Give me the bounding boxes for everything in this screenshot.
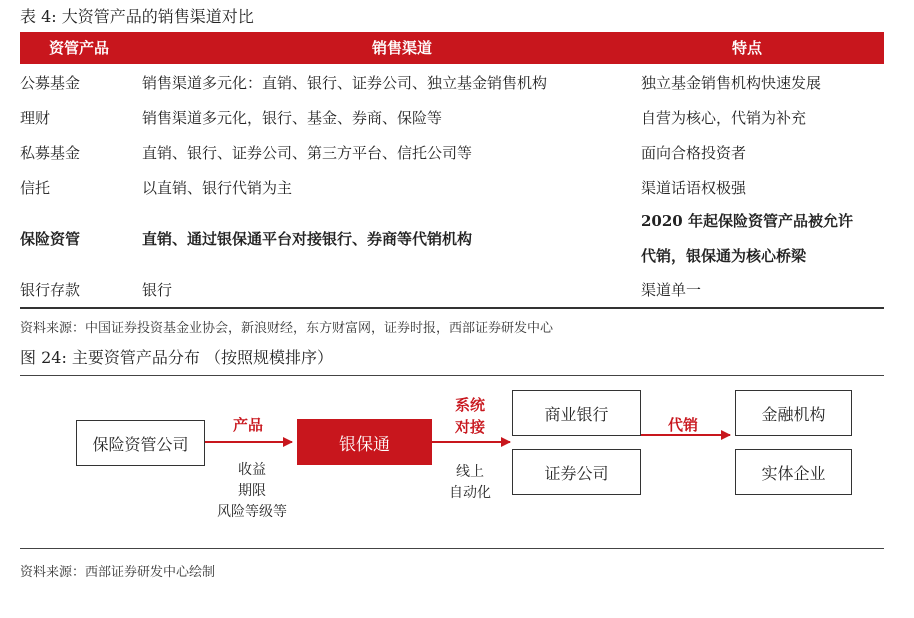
system-label-line1: 系统 (455, 396, 486, 414)
cell-channel: 银行 (142, 281, 173, 299)
header-product: 资管产品 (49, 39, 110, 57)
cell-feature: 面向合格投资者 (641, 144, 747, 162)
note-automation: 自动化 (449, 485, 491, 501)
product-label: 产品 (233, 416, 264, 434)
cell-feature-line2: 代销，银保通为核心桥梁 (641, 247, 807, 265)
note-return: 收益 (238, 462, 266, 478)
cell-channel: 以直销、银行代销为主 (142, 179, 293, 197)
note-risk-level: 风险等级等 (217, 504, 287, 520)
cell-product: 理财 (20, 109, 51, 127)
entity-enterprise-box: 实体企业 (735, 449, 852, 495)
table-caption: 表 4: 大资管产品的销售渠道对比 (20, 7, 254, 26)
cell-product: 公募基金 (20, 74, 81, 92)
header-channel: 销售渠道 (372, 39, 433, 57)
insurer-box: 保险资管公司 (76, 420, 205, 466)
cell-feature-line1: 2020 年起保险资管产品被允许 (641, 212, 853, 230)
table-source: 资料来源：中国证券投资基金业协会，新浪财经，东方财富网，证券时报，西部证券研发中心 (20, 321, 554, 336)
note-online: 线上 (456, 464, 484, 480)
system-label-line2: 对接 (455, 418, 486, 436)
cell-channel: 销售渠道多元化，银行、基金、券商、保险等 (142, 109, 443, 127)
commercial-bank-box: 商业银行 (512, 390, 641, 436)
cell-channel: 销售渠道多元化：直销、银行、证券公司、独立基金销售机构 (142, 74, 548, 92)
figure-caption: 图 24: 主要资管产品分布 （按照规模排序） (20, 348, 334, 367)
cell-channel: 直销、通过银保通平台对接银行、券商等代销机构 (142, 230, 473, 248)
figure-bottom-rule (20, 548, 884, 549)
securities-box: 证券公司 (512, 449, 641, 495)
cell-feature: 渠道单一 (641, 281, 702, 299)
header-feature: 特点 (732, 39, 763, 57)
figure-source: 资料来源：西部证券研发中心绘制 (20, 565, 216, 580)
cell-product: 信托 (20, 179, 51, 197)
cell-feature: 渠道话语权极强 (641, 179, 747, 197)
cell-channel: 直销、银行、证券公司、第三方平台、信托公司等 (142, 144, 473, 162)
financial-institution-box: 金融机构 (735, 390, 852, 436)
cell-product: 保险资管 (20, 230, 81, 248)
cell-product: 银行存款 (20, 281, 81, 299)
yinbaotong-box: 银保通 (297, 419, 432, 465)
cell-feature: 独立基金销售机构快速发展 (641, 74, 822, 92)
cell-product: 私募基金 (20, 144, 81, 162)
note-term: 期限 (238, 483, 266, 499)
distribution-label: 代销 (668, 416, 699, 434)
cell-feature: 自营为核心，代销为补充 (641, 109, 807, 127)
